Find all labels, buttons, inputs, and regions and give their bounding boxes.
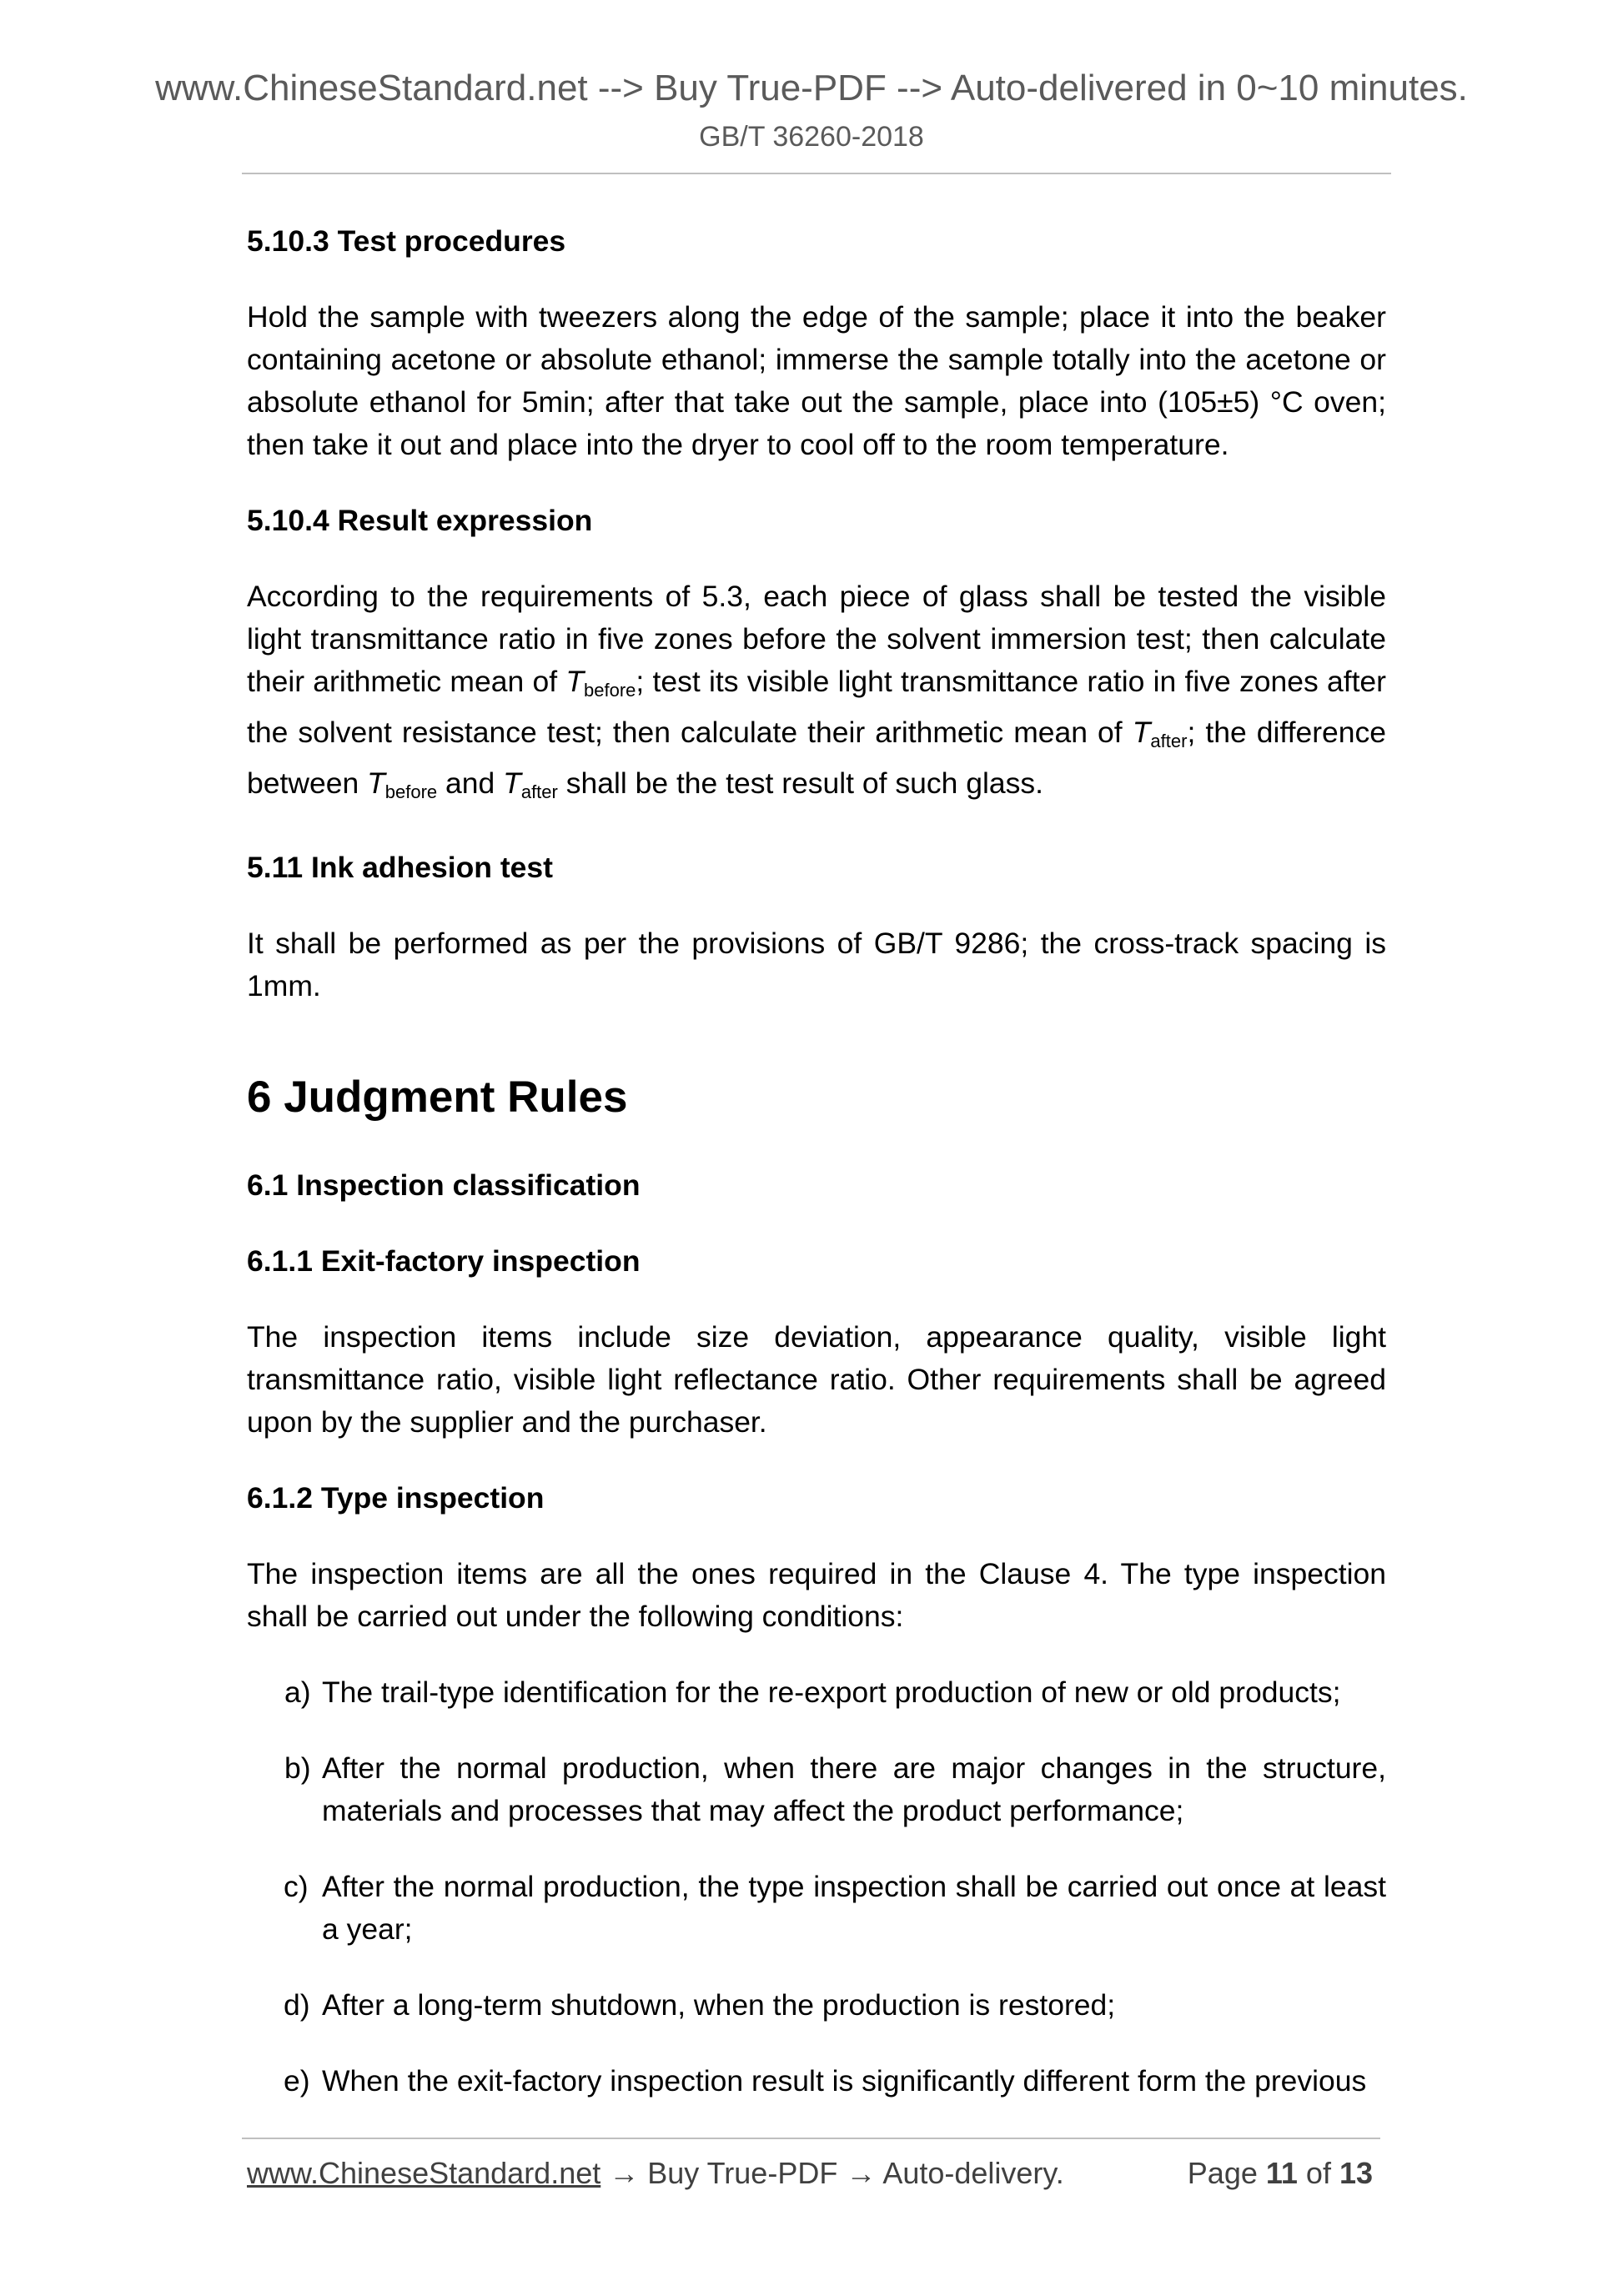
header-banner: www.ChineseStandard.net --> Buy True-PDF --> Auto-delivered in 0~10 minutes. (155, 68, 1468, 108)
footer-divider (242, 2138, 1380, 2139)
heading-6-1-1: 6.1.1 Exit-factory inspection (247, 1244, 641, 1278)
standard-number: GB/T 36260-2018 (699, 121, 924, 153)
list-marker: c) (284, 1870, 309, 1903)
text-run: ; test its visible light transmittance ratio in five zones after the solvent resistance test; then calculate their arithmetic mean of (247, 665, 1386, 749)
subscript-after: after (1150, 731, 1188, 751)
list-item (247, 2060, 1386, 2103)
text-run: shall be the test result of such glass. (557, 766, 1043, 800)
page-total: 13 (1339, 2156, 1373, 2190)
list-marker: a) (284, 1676, 311, 1709)
paragraph-result-expression (247, 575, 1386, 813)
paragraph-exit-factory-inspection: The inspection items include size deviation, appearance quality, visible light transmittance ratio, visible light reflectance ratio. Other requirements shall be agreed upon by the supplier and the purchaser. (247, 1320, 1386, 1439)
list-item (247, 1671, 1386, 1714)
paragraph-ink-adhesion: It shall be performed as per the provisions of GB/T 9286; the cross-track spacing is 1mm. (247, 927, 1386, 1002)
heading-6-1: 6.1 Inspection classification (247, 1168, 641, 1202)
subscript-before: before (584, 680, 636, 701)
page-footer (247, 2153, 1383, 2193)
page-of: of (1297, 2156, 1339, 2190)
paragraph-test-procedures: Hold the sample with tweezers along the edge of the sample; place it into the beaker containing acetone or absolute ethanol; immerse the sample totally into the acetone or absolute ethanol for 5min; after that take out the sample, place into (105±5) °C oven; then take it out and place into the dryer to cool off to the room temperature. (247, 300, 1386, 461)
list-item-text: After a long-term shutdown, when the production is restored; (322, 1988, 1116, 2022)
page-current: 11 (1265, 2156, 1298, 2190)
text-run: ; the difference between (247, 716, 1387, 800)
page-indicator (1188, 2153, 1373, 2193)
text-run: and (437, 766, 504, 800)
list-marker: e) (284, 2064, 310, 2098)
list-item (247, 1984, 1386, 2027)
text-run: According to the requirements of 5.3, each piece of glass shall be tested the visible light transmittance ratio in five zones before the solvent immersion test; then calculate their arithmetic mean of (247, 580, 1386, 698)
header-divider (242, 173, 1391, 174)
footer-website-link[interactable]: www.ChineseStandard.net (247, 2156, 601, 2190)
list-item (247, 1866, 1386, 1951)
list-item-text: After the normal production, when there are major changes in the structure, materials and processes that may affect the product performance; (322, 1751, 1386, 1827)
heading-6-judgment-rules: 6 Judgment Rules (247, 1073, 628, 1122)
list-item-text: After the normal production, the type inspection shall be carried out once at least a year; (322, 1870, 1386, 1946)
subscript-after: after (520, 781, 558, 802)
symbol-t: T (503, 766, 521, 800)
heading-5-11: 5.11 Ink adhesion test (247, 851, 553, 884)
symbol-t: T (1132, 716, 1151, 749)
heading-5-10-4: 5.10.4 Result expression (247, 504, 593, 537)
list-item (247, 1747, 1386, 1832)
subscript-before: before (384, 781, 438, 802)
heading-5-10-3: 5.10.3 Test procedures (247, 224, 566, 258)
list-marker: d) (284, 1988, 310, 2022)
heading-6-1-2: 6.1.2 Type inspection (247, 1481, 545, 1515)
page-label: Page (1187, 2156, 1266, 2190)
page-header (0, 65, 1623, 155)
symbol-t: T (565, 665, 585, 698)
paragraph-type-inspection: The inspection items are all the ones required in the Clause 4. The type inspection shall be carried out under the following conditions: (247, 1557, 1386, 1633)
list-marker: b) (284, 1751, 311, 1785)
list-item-text: The trail-type identification for the re-export production of new or old products; (322, 1676, 1341, 1709)
footer-tagline: → Buy True-PDF → Auto-delivery. (600, 2156, 1064, 2190)
document-body (247, 220, 1386, 2136)
list-item-text: When the exit-factory inspection result is significantly different form the previous (322, 2064, 1367, 2098)
symbol-t: T (367, 766, 385, 800)
